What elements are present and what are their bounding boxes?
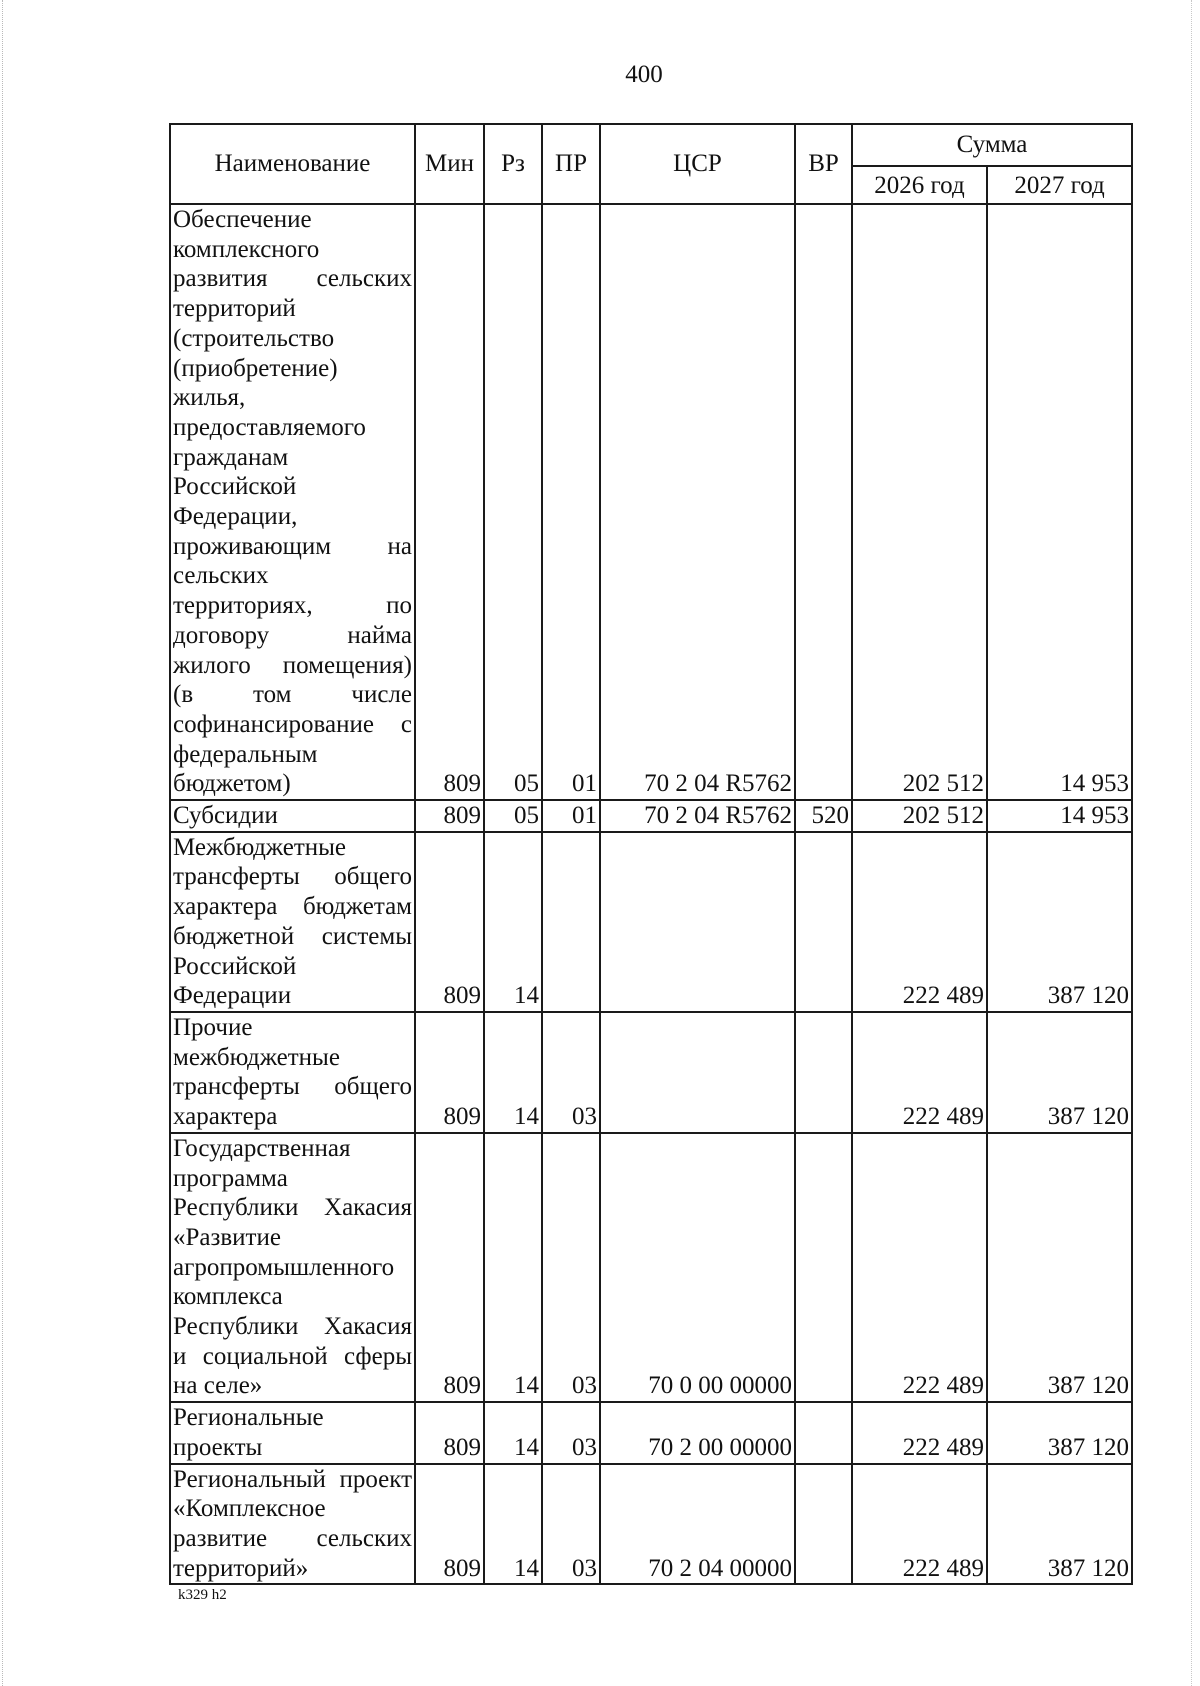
page-number: 400 — [625, 61, 663, 88]
header-rz: Рз — [484, 124, 542, 204]
row-csr: 70 2 04 R5762 — [600, 204, 795, 800]
row-min: 809 — [415, 1464, 484, 1585]
row-sum-2027: 387 120 — [987, 832, 1132, 1012]
row-sum-2026: 202 512 — [852, 204, 987, 800]
row-csr — [600, 832, 795, 1012]
row-rz: 05 — [484, 204, 542, 800]
row-rz: 14 — [484, 1133, 542, 1402]
row-name: Обеспечение комплексного развития сельских территорий (строительство (приобретение) жилья, предоставляемого гражданам Российской Федерации, проживающим на сельских территориях, по договору найма жилого помещения) (в том числе софинансирование с федеральным бюджетом) — [170, 204, 415, 800]
header-vr: ВР — [795, 124, 852, 204]
budget-table — [169, 123, 1133, 1585]
row-name: Государственная программа Республики Хакасия «Развитие агропромышленного комплекса Республики Хакасия и социальной сферы на селе» — [170, 1133, 415, 1402]
row-name: Региональный проект «Комплексное развитие сельских территорий» — [170, 1464, 415, 1585]
row-rz: 14 — [484, 1012, 542, 1133]
header-pr: ПР — [542, 124, 600, 204]
header-csr: ЦСР — [600, 124, 795, 204]
scan-edge-left — [2, 0, 3, 1686]
row-min: 809 — [415, 832, 484, 1012]
scan-edge-right — [1191, 0, 1192, 1686]
row-rz: 14 — [484, 832, 542, 1012]
row-pr: 03 — [542, 1133, 600, 1402]
row-rz: 05 — [484, 800, 542, 832]
table-row — [170, 1133, 1132, 1402]
row-csr: 70 2 04 R5762 — [600, 800, 795, 832]
row-sum-2026: 222 489 — [852, 1133, 987, 1402]
row-pr — [542, 832, 600, 1012]
row-vr — [795, 1402, 852, 1463]
row-min: 809 — [415, 800, 484, 832]
header-min: Мин — [415, 124, 484, 204]
row-sum-2026: 222 489 — [852, 1012, 987, 1133]
header-summa: Сумма — [852, 124, 1132, 166]
row-vr — [795, 1133, 852, 1402]
row-pr: 01 — [542, 204, 600, 800]
row-pr: 01 — [542, 800, 600, 832]
table-row — [170, 1012, 1132, 1133]
row-vr: 520 — [795, 800, 852, 832]
row-name: Субсидии — [170, 800, 415, 832]
header-year-2027: 2027 год — [987, 166, 1132, 204]
row-sum-2027: 14 953 — [987, 800, 1132, 832]
row-name: Межбюджетные трансферты общего характера бюджетам бюджетной системы Российской Федерации — [170, 832, 415, 1012]
row-rz: 14 — [484, 1402, 542, 1463]
row-sum-2026: 222 489 — [852, 832, 987, 1012]
row-min: 809 — [415, 1012, 484, 1133]
row-pr: 03 — [542, 1464, 600, 1585]
row-rz: 14 — [484, 1464, 542, 1585]
header-name: Наименование — [170, 124, 415, 204]
row-sum-2027: 387 120 — [987, 1133, 1132, 1402]
row-csr: 70 0 00 00000 — [600, 1133, 795, 1402]
row-name: Прочие межбюджетные трансферты общего характера — [170, 1012, 415, 1133]
row-min: 809 — [415, 1133, 484, 1402]
row-min: 809 — [415, 1402, 484, 1463]
row-vr — [795, 1012, 852, 1133]
row-sum-2027: 387 120 — [987, 1464, 1132, 1585]
row-csr: 70 2 04 00000 — [600, 1464, 795, 1585]
footer-code: k329 h2 — [178, 1587, 227, 1603]
row-sum-2026: 222 489 — [852, 1464, 987, 1585]
table-header-row — [170, 124, 1132, 166]
row-pr: 03 — [542, 1012, 600, 1133]
row-sum-2027: 387 120 — [987, 1402, 1132, 1463]
row-min: 809 — [415, 204, 484, 800]
row-pr: 03 — [542, 1402, 600, 1463]
table-row — [170, 832, 1132, 1012]
row-name: Региональные проекты — [170, 1402, 415, 1463]
row-csr: 70 2 00 00000 — [600, 1402, 795, 1463]
table-row — [170, 800, 1132, 832]
table-row — [170, 1402, 1132, 1463]
row-csr — [600, 1012, 795, 1133]
row-vr — [795, 832, 852, 1012]
row-vr — [795, 204, 852, 800]
row-vr — [795, 1464, 852, 1585]
row-sum-2027: 387 120 — [987, 1012, 1132, 1133]
table-row — [170, 204, 1132, 800]
row-sum-2026: 222 489 — [852, 1402, 987, 1463]
table-row — [170, 1464, 1132, 1585]
row-sum-2026: 202 512 — [852, 800, 987, 832]
header-year-2026: 2026 год — [852, 166, 987, 204]
row-sum-2027: 14 953 — [987, 204, 1132, 800]
